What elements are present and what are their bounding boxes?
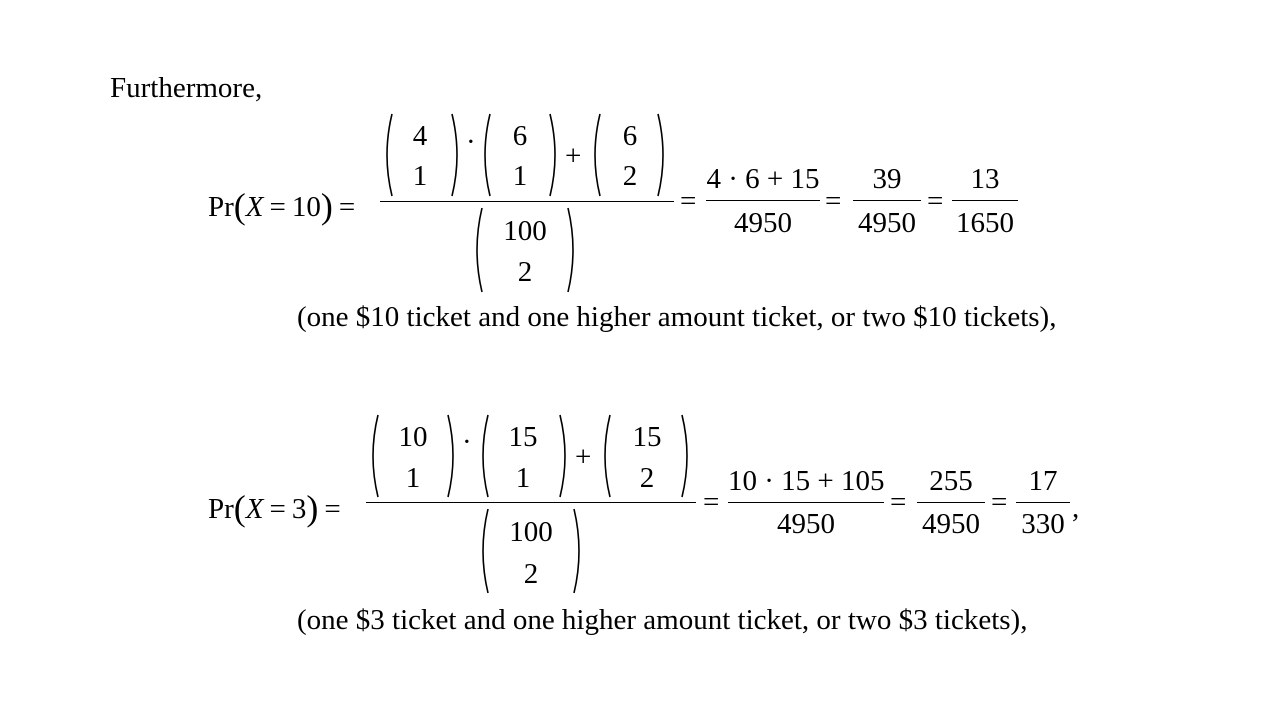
left-paren: ( (233, 186, 246, 226)
binom-right-paren (680, 413, 694, 499)
fraction-bar (917, 502, 985, 503)
fraction-numerator: 255 (929, 465, 973, 497)
right-paren: ) (320, 186, 333, 226)
binom-right-paren (450, 112, 464, 198)
fraction-bar (380, 201, 674, 202)
fraction-denominator: 4950 (858, 207, 916, 239)
binom-left-paren (476, 413, 490, 499)
binom-6-top: 6 (622, 120, 638, 152)
var-x: X (245, 191, 264, 223)
fraction-numerator: 13 (970, 163, 1000, 195)
binom-15-top: 15 (632, 421, 662, 453)
fraction-denominator: 330 (1021, 508, 1065, 540)
explanation-note: (one $10 ticket and one higher amount ticket, or two $10 tickets), (297, 301, 1057, 333)
binom-left-paren (470, 206, 484, 294)
equals-sign: = (991, 486, 1008, 518)
fraction-bar (728, 502, 884, 503)
binom-100-top: 100 (509, 516, 553, 548)
fraction-denominator: 4950 (734, 207, 792, 239)
binom-right-paren (566, 206, 580, 294)
binom-6-bottom: 1 (512, 160, 528, 192)
equals-sign: = (890, 486, 907, 518)
equals-sign: = (680, 185, 697, 217)
pr-label: Pr (208, 493, 234, 525)
binom-right-paren (446, 413, 460, 499)
trailing-comma: , (1072, 492, 1080, 524)
fraction-numerator: 10 · 15 + 105 (728, 465, 885, 497)
binom-100-top: 100 (503, 215, 547, 247)
equals-sign: = (825, 185, 842, 217)
fraction-numerator: 17 (1028, 465, 1058, 497)
fraction-numerator: 39 (872, 163, 902, 195)
binom-left-paren (476, 507, 490, 595)
binom-100-bottom: 2 (523, 558, 539, 590)
binom-6-top: 6 (512, 120, 528, 152)
fraction-numerator: 4 · 6 + 15 (706, 163, 820, 195)
var-x: X (245, 493, 264, 525)
fraction-denominator: 1650 (956, 207, 1014, 239)
binom-left-paren (366, 413, 380, 499)
equals-sign: = (269, 191, 286, 223)
fraction-bar (952, 200, 1018, 201)
explanation-note: (one $3 ticket and one higher amount ticket, or two $3 tickets), (297, 604, 1028, 636)
fraction-denominator: 4950 (922, 508, 980, 540)
equals-sign: = (324, 493, 341, 525)
intro-text: Furthermore, (110, 72, 263, 104)
binom-15-bottom: 2 (639, 462, 655, 494)
fraction-bar (1016, 502, 1070, 503)
equals-sign: = (269, 493, 286, 525)
binom-right-paren (548, 112, 562, 198)
binom-100-bottom: 2 (517, 256, 533, 288)
left-paren: ( (233, 488, 246, 528)
lhs-pr-x-3 (208, 488, 341, 528)
value-10: 10 (291, 191, 321, 223)
binom-left-paren (380, 112, 394, 198)
plus-operator: + (575, 441, 592, 473)
binom-10-top: 10 (398, 421, 428, 453)
fraction-bar (853, 200, 921, 201)
binom-10-bottom: 1 (405, 462, 421, 494)
binom-right-paren (558, 413, 572, 499)
binom-6-bottom: 2 (622, 160, 638, 192)
dot-operator: · (462, 426, 472, 458)
dot-operator: · (466, 126, 476, 158)
equals-sign: = (927, 185, 944, 217)
plus-operator: + (565, 140, 582, 172)
binom-left-paren (588, 112, 602, 198)
fraction-bar (366, 502, 696, 503)
fraction-bar (706, 200, 820, 201)
equals-sign: = (338, 191, 356, 223)
binom-left-paren (478, 112, 492, 198)
binom-4-top: 4 (412, 120, 428, 152)
binom-15-top: 15 (508, 421, 538, 453)
binom-right-paren (656, 112, 670, 198)
binom-4-bottom: 1 (412, 160, 428, 192)
binom-15-bottom: 1 (515, 462, 531, 494)
pr-label: Pr (208, 191, 234, 223)
right-paren: ) (306, 488, 319, 528)
binom-left-paren (598, 413, 612, 499)
lhs-pr-x-10 (208, 186, 356, 226)
value-3: 3 (291, 493, 307, 525)
fraction-denominator: 4950 (777, 508, 835, 540)
binom-right-paren (572, 507, 586, 595)
equals-sign: = (703, 486, 720, 518)
